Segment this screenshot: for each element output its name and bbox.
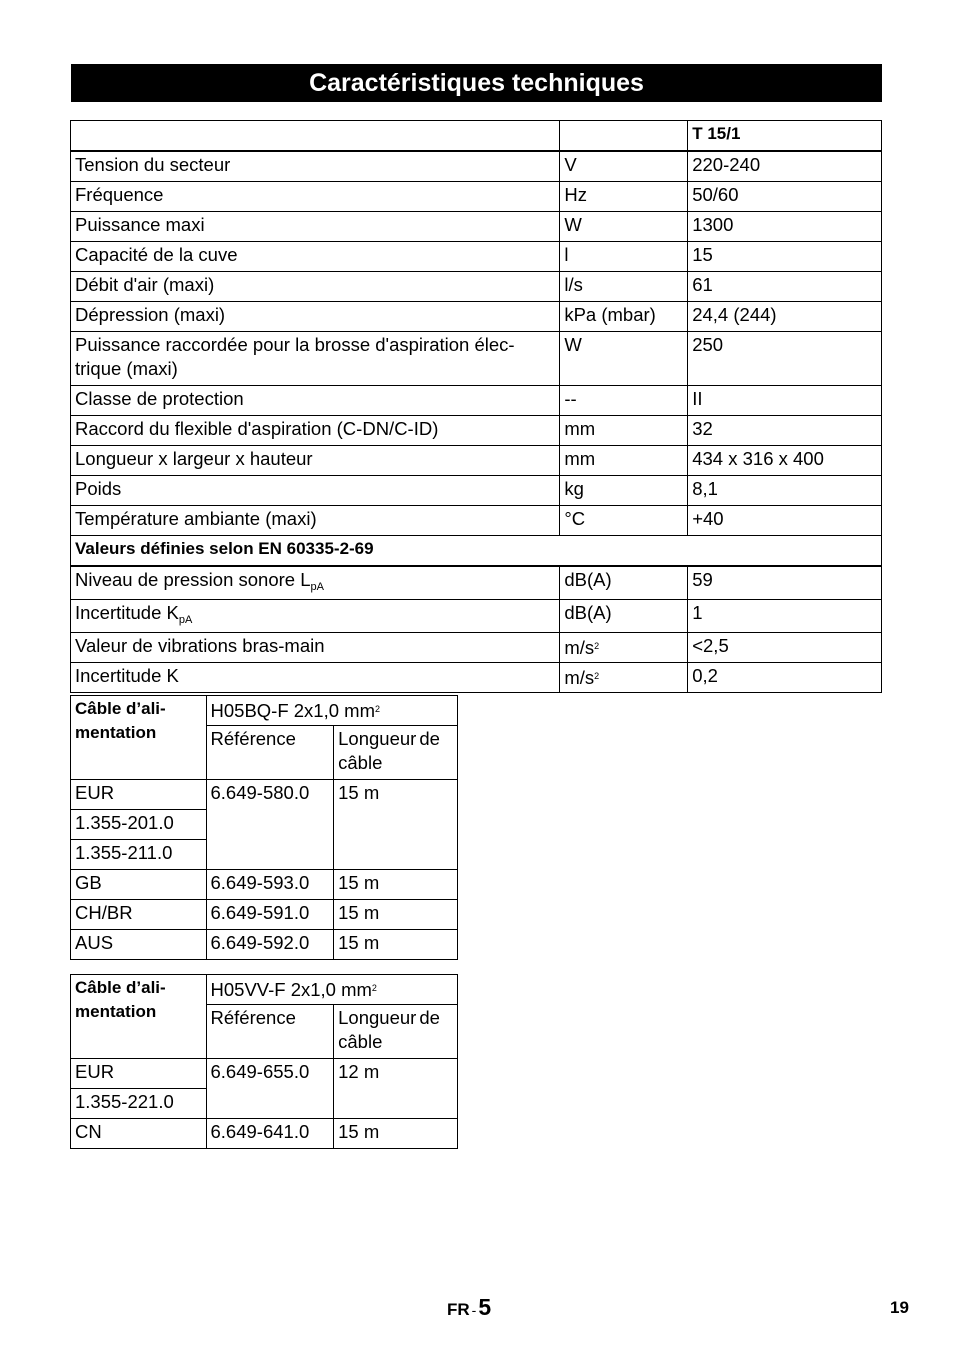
cable-label-line: mentation [75, 1002, 157, 1021]
spec-value: 1 [688, 600, 882, 633]
spec-value: 59 [688, 566, 882, 600]
cable-type [206, 975, 458, 1005]
col-reference: Référence [206, 1005, 334, 1059]
spec-row [71, 566, 882, 600]
spec-value: 15 [688, 242, 882, 272]
cable-type-text: H05BQ-F 2x1,0 mm [210, 700, 375, 721]
spec-label: Température ambiante (maxi) [71, 506, 560, 536]
cable-code: 1.355-221.0 [71, 1089, 207, 1119]
spec-label: Longueur x largeur x hauteur [71, 446, 560, 476]
spec-label-sub: pA [178, 614, 193, 626]
spec-label: Classe de protection [71, 386, 560, 416]
spec-row [71, 633, 882, 663]
spec-value: 220-240 [688, 151, 882, 182]
cable-length: 15 m [334, 930, 458, 960]
cable-type [206, 696, 458, 726]
cable-label [71, 975, 207, 1059]
spec-value: 250 [688, 332, 882, 386]
spec-unit: W [560, 212, 688, 242]
footer-section-label [447, 1294, 491, 1321]
spec-table [70, 120, 882, 693]
cable-length: 15 m [334, 780, 458, 870]
spec-value: 8,1 [688, 476, 882, 506]
cable-label-line: Câble d’ali- [75, 978, 166, 997]
spec-row [71, 476, 882, 506]
spec-label: Capacité de la cuve [71, 242, 560, 272]
spec-unit: °C [560, 506, 688, 536]
cable-code: CH/BR [71, 900, 207, 930]
spec-unit [560, 663, 688, 693]
page-title: Caractéristiques techniques [71, 64, 882, 102]
footer-lang-code: FR [447, 1300, 470, 1319]
spec-value: +40 [688, 506, 882, 536]
cable-code: EUR [71, 780, 207, 810]
cable-code: GB [71, 870, 207, 900]
col-reference: Référence [206, 726, 334, 780]
cable-length: 15 m [334, 900, 458, 930]
spec-row [71, 242, 882, 272]
spec-unit: Hz [560, 182, 688, 212]
spec-value: 1300 [688, 212, 882, 242]
cable-label [71, 696, 207, 780]
cable-type-sup: 2 [375, 704, 381, 714]
spec-value: 24,4 (244) [688, 302, 882, 332]
spec-row [71, 151, 882, 182]
power-cable-table-1 [70, 695, 458, 960]
spec-row [71, 663, 882, 693]
cable-length: 12 m [334, 1059, 458, 1119]
spec-row [71, 600, 882, 633]
spec-label: Fréquence [71, 182, 560, 212]
spec-unit: -- [560, 386, 688, 416]
spec-unit: kPa (mbar) [560, 302, 688, 332]
spec-row [71, 182, 882, 212]
spec-unit: W [560, 332, 688, 386]
spec-unit: l [560, 242, 688, 272]
spec-value: 61 [688, 272, 882, 302]
model-name: T 15/1 [688, 121, 882, 152]
cable-row [71, 780, 458, 810]
power-cable-table-2 [70, 974, 458, 1149]
footer-section-number: 5 [478, 1294, 492, 1320]
col-length [334, 726, 458, 780]
spec-label: Incertitude K [71, 663, 560, 693]
cable-ref: 6.649-592.0 [206, 930, 334, 960]
spec-value: 0,2 [688, 663, 882, 693]
col-length-word: Longueur [338, 1007, 417, 1028]
spec-section-row [71, 536, 882, 567]
cable-length: 15 m [334, 870, 458, 900]
spec-value: 50/60 [688, 182, 882, 212]
cable-header-row [71, 975, 458, 1005]
spec-label-sub: pA [310, 581, 324, 593]
spec-unit-text: m/s [564, 667, 595, 688]
cable-code: EUR [71, 1059, 207, 1089]
col-length-word: câble [338, 1031, 383, 1052]
spec-label: Puissance maxi [71, 212, 560, 242]
cable-ref: 6.649-655.0 [206, 1059, 334, 1119]
spec-row [71, 302, 882, 332]
spec-label: Raccord du flexible d'aspiration (C-DN/C-ID) [71, 416, 560, 446]
col-length-word: de [419, 728, 440, 749]
cable-ref: 6.649-580.0 [206, 780, 334, 870]
spec-value: 32 [688, 416, 882, 446]
spec-unit: mm [560, 416, 688, 446]
cable-label-line: mentation [75, 723, 157, 742]
cable-code: CN [71, 1119, 207, 1149]
spec-unit: V [560, 151, 688, 182]
spec-label: Dépression (maxi) [71, 302, 560, 332]
col-length [334, 1005, 458, 1059]
cable-row [71, 1119, 458, 1149]
cable-type-text: H05VV-F 2x1,0 mm [210, 979, 372, 1000]
spec-header-blank [71, 121, 560, 152]
page-number: 19 [890, 1298, 909, 1317]
spec-label: Valeur de vibrations bras-main [71, 633, 560, 663]
spec-row [71, 212, 882, 242]
cable-code: 1.355-211.0 [71, 840, 207, 870]
spec-label: Tension du secteur [71, 151, 560, 182]
spec-row [71, 416, 882, 446]
spec-label-text: Incertitude K [75, 602, 179, 623]
spec-row [71, 332, 882, 386]
cable-code: AUS [71, 930, 207, 960]
spec-unit: l/s [560, 272, 688, 302]
spec-label: Débit d'air (maxi) [71, 272, 560, 302]
cable-row [71, 870, 458, 900]
cable-row [71, 900, 458, 930]
spec-label [71, 332, 560, 386]
col-length-word: de [419, 1007, 440, 1028]
spec-unit: dB(A) [560, 600, 688, 633]
spec-value: II [688, 386, 882, 416]
cable-label-line: Câble d’ali- [75, 699, 166, 718]
cable-code: 1.355-201.0 [71, 810, 207, 840]
spec-label-line: Puissance raccordée pour la brosse d'aspiration élec- [75, 334, 515, 355]
spec-unit: mm [560, 446, 688, 476]
spec-unit: dB(A) [560, 566, 688, 600]
spec-label: Poids [71, 476, 560, 506]
cable-length: 15 m [334, 1119, 458, 1149]
spec-row [71, 506, 882, 536]
cable-ref: 6.649-593.0 [206, 870, 334, 900]
cable-type-sup: 2 [371, 983, 377, 993]
spec-row [71, 446, 882, 476]
col-length-word: câble [338, 752, 383, 773]
spec-value: 434 x 316 x 400 [688, 446, 882, 476]
cable-ref: 6.649-591.0 [206, 900, 334, 930]
spec-row [71, 272, 882, 302]
spec-unit [560, 633, 688, 663]
spec-unit: kg [560, 476, 688, 506]
spec-header-row [71, 121, 882, 152]
spec-header-blank-unit [560, 121, 688, 152]
spec-label [71, 600, 560, 633]
cable-ref: 6.649-641.0 [206, 1119, 334, 1149]
cable-row [71, 1059, 458, 1089]
cable-row [71, 930, 458, 960]
section-heading: Valeurs définies selon EN 60335-2-69 [71, 536, 882, 567]
footer-dash: - [471, 1302, 477, 1318]
col-length-word: Longueur [338, 728, 417, 749]
spec-label-text: Niveau de pression sonore L [75, 569, 311, 590]
spec-unit-text: m/s [564, 637, 595, 658]
spec-row [71, 386, 882, 416]
spec-label [71, 566, 560, 600]
cable-header-row [71, 696, 458, 726]
spec-value: <2,5 [688, 633, 882, 663]
spec-unit-sup: 2 [594, 671, 600, 681]
spec-unit-sup: 2 [594, 641, 600, 651]
spec-label-line: trique (maxi) [75, 358, 178, 379]
